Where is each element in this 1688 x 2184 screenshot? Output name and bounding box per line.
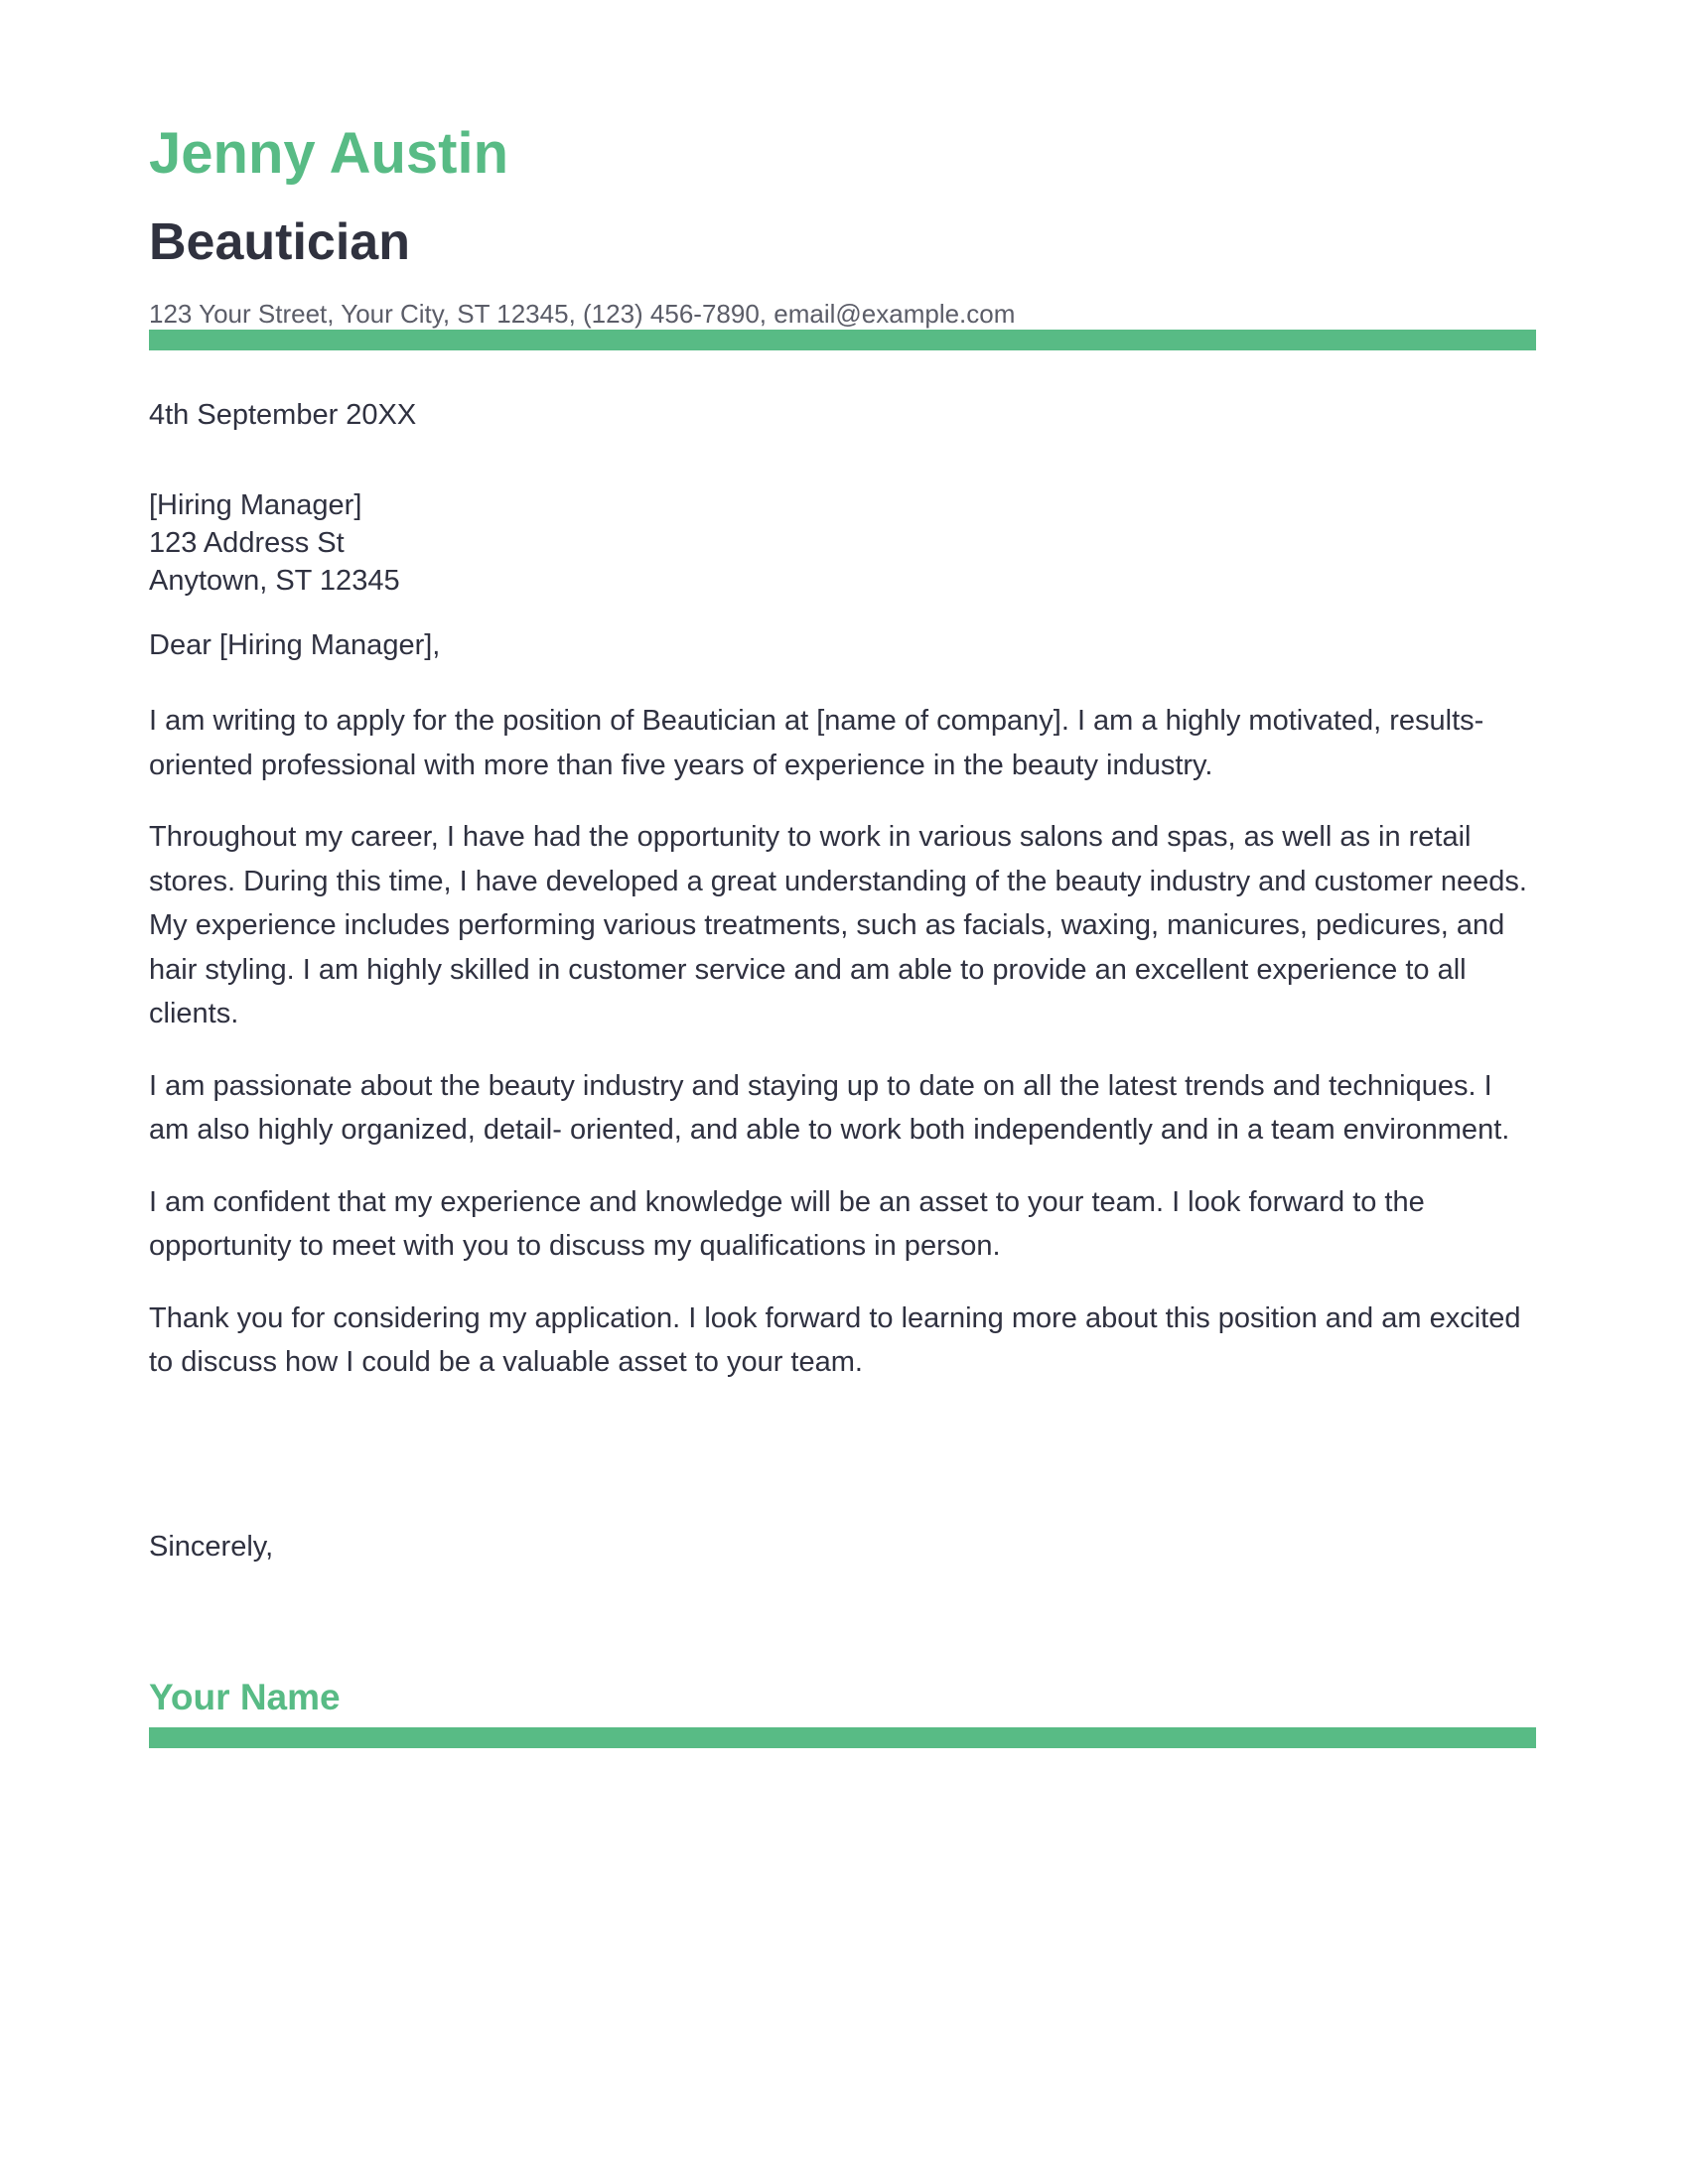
letter-body (149, 699, 1539, 1413)
header-divider (149, 330, 1536, 350)
body-paragraph: I am passionate about the beauty industry and staying up to date on all the latest trends and techniques. I am also highly organized, detail- oriented, and able to work both independently and in a team environment. (149, 1069, 1510, 1146)
salutation: Dear [Hiring Manager], (149, 629, 441, 661)
letter-date: 4th September 20XX (149, 399, 417, 431)
recipient-street: 123 Address St (149, 527, 345, 559)
recipient-name: [Hiring Manager] (149, 489, 362, 521)
recipient-address (149, 486, 400, 600)
body-paragraph: I am writing to apply for the position of Beautician at [name of company]. I am a highly motivated, results-oriented professional with more than five years of experience in the beauty industry. (149, 705, 1484, 781)
recipient-city: Anytown, ST 12345 (149, 565, 400, 597)
closing: Sincerely, (149, 1531, 274, 1563)
body-paragraph: Throughout my career, I have had the opportunity to work in various salons and spas, as well as in retail stores. During this time, I have developed a great understanding of the beauty industry and customer needs. My experience includes performing various treatments, such as facials, waxing, manicures, pedicures, and hair styling. I am highly skilled in customer service and am able to provide an excellent experience to all clients. (149, 821, 1527, 1029)
signature-name: Your Name (149, 1677, 341, 1717)
job-title: Beautician (149, 213, 410, 271)
applicant-name: Jenny Austin (149, 121, 509, 186)
contact-info: 123 Your Street, Your City, ST 12345, (123) 456-7890, email@example.com (149, 299, 1016, 329)
footer-divider (149, 1727, 1536, 1748)
body-paragraph: Thank you for considering my application. I look forward to learning more about this position and am excited to discuss how I could be a valuable asset to your team. (149, 1301, 1521, 1378)
body-paragraph: I am confident that my experience and knowledge will be an asset to your team. I look forward to the opportunity to meet with you to discuss my qualifications in person. (149, 1185, 1425, 1262)
